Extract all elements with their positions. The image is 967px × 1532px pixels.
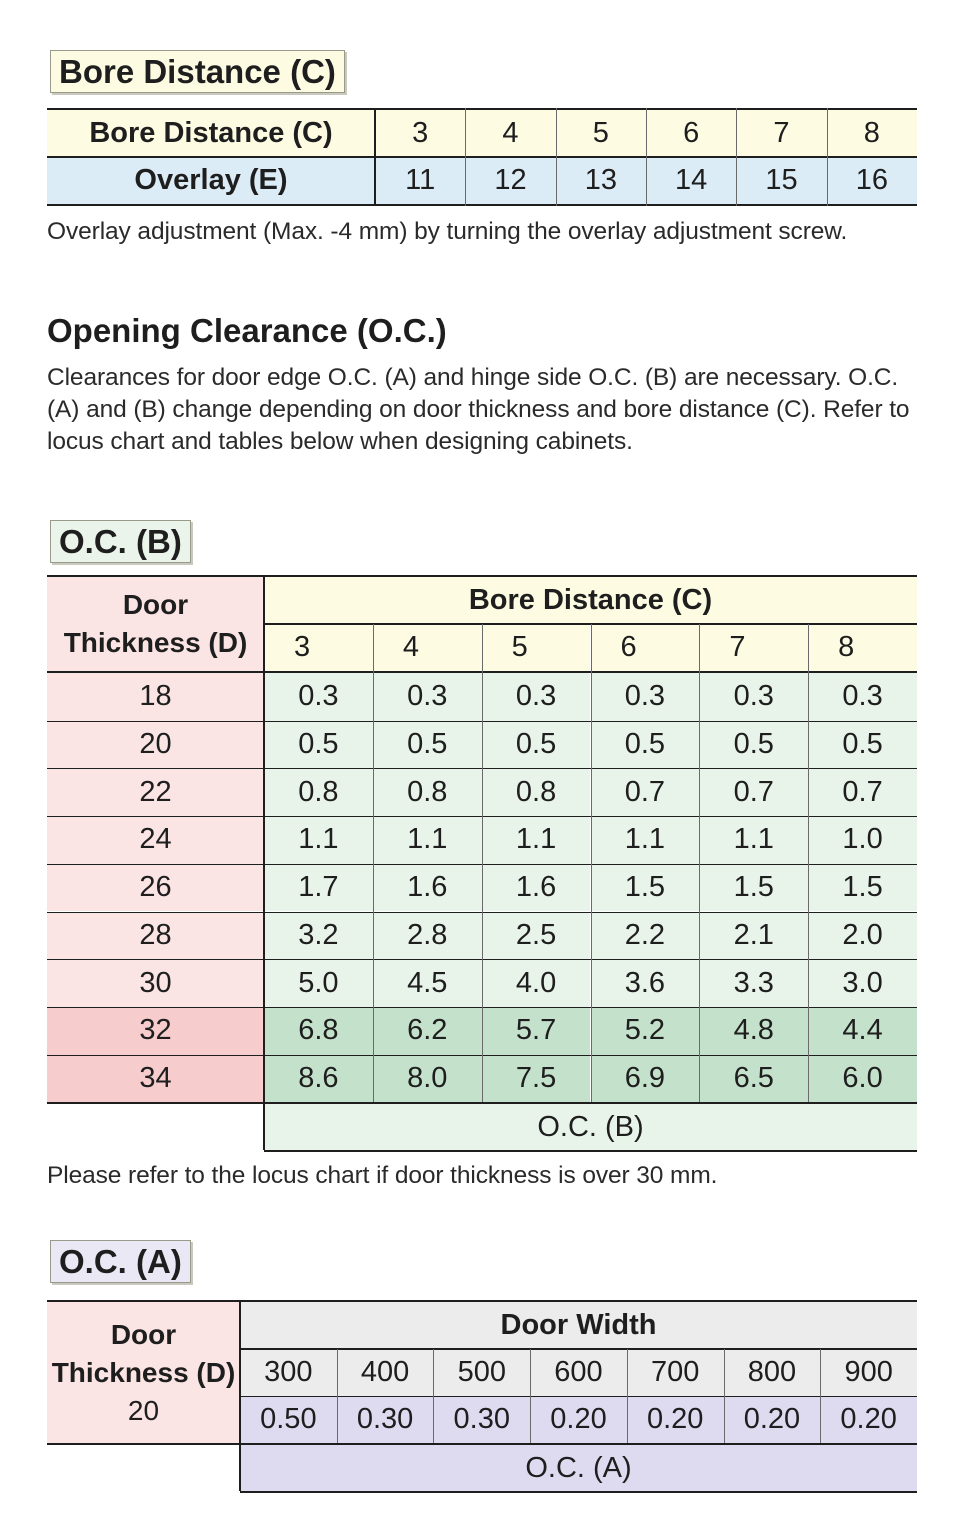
oc-b-value-cell: 2.5 (482, 912, 591, 960)
opening-clearance-text: Clearances for door edge O.C. (A) and hinge side O.C. (B) are necessary. O.C. (A) and (B) change depending on door thickness and bore distance (C). Refer to locus chart and tables below when designing cabinets. (47, 364, 910, 455)
oc-b-value-cell: 6.2 (373, 1007, 482, 1055)
oc-a-value-cell: 0.50 (240, 1396, 337, 1443)
oc-b-value-cell: 2.0 (808, 912, 917, 960)
bore-column-header: 6 (591, 624, 700, 671)
bore-value-cell: 5 (556, 110, 646, 157)
oc-b-value-cell: 3.2 (264, 912, 373, 960)
oc-b-value-cell: 0.3 (482, 673, 591, 721)
overlay-value-cell: 12 (465, 157, 555, 204)
overlay-row-header: Overlay (E) (47, 157, 375, 204)
oc-b-note: Please refer to the locus chart if door thickness is over 30 mm. (47, 1162, 718, 1189)
thickness-row-header: 20 (47, 721, 264, 769)
table-divider (820, 1349, 821, 1443)
oc-b-value-cell: 0.3 (591, 673, 700, 721)
oc-b-value-cell: 0.8 (264, 768, 373, 816)
table-divider (482, 624, 483, 1102)
table-rule (47, 204, 917, 206)
bore-column-header: 3 (264, 624, 373, 671)
oc-b-value-cell: 1.7 (264, 864, 373, 912)
table-divider (724, 1349, 725, 1443)
door-thickness-header-line-1: Door (122, 589, 189, 620)
oc-b-value-cell: 7.5 (482, 1055, 591, 1103)
table-divider (465, 108, 466, 206)
table-rule (47, 1443, 917, 1445)
bore-overlay-table (47, 108, 917, 206)
oc-a-table (47, 1300, 917, 1495)
oc-b-value-cell: 1.5 (808, 864, 917, 912)
table-divider (646, 108, 647, 206)
table-divider (808, 624, 809, 1102)
table-rule (240, 1491, 917, 1493)
door-width-column-header: 400 (337, 1349, 434, 1396)
oc-b-value-cell: 1.1 (482, 816, 591, 864)
thickness-row-header: 30 (47, 959, 264, 1007)
oc-b-value-cell: 5.2 (591, 1007, 700, 1055)
door-thickness-header (47, 577, 264, 671)
oc-b-value-cell: 1.5 (591, 864, 700, 912)
bore-distance-group-header: Bore Distance (C) (264, 577, 917, 624)
oc-b-value-cell: 0.5 (808, 721, 917, 769)
table-divider (591, 624, 592, 1102)
bore-column-header: 5 (482, 624, 591, 671)
oc-b-value-cell: 2.8 (373, 912, 482, 960)
opening-clearance-heading: Opening Clearance (O.C.) (47, 312, 447, 349)
oc-a-value-cell: 0.20 (724, 1396, 821, 1443)
table-divider (374, 108, 376, 206)
bore-value-cell: 8 (827, 110, 917, 157)
door-thickness-header-a (47, 1302, 240, 1443)
overlay-adjustment-note: Overlay adjustment (Max. -4 mm) by turning the overlay adjustment screw. (47, 218, 848, 245)
thickness-row-header: 22 (47, 768, 264, 816)
table-divider (627, 1349, 628, 1443)
bore-column-header: 4 (373, 624, 482, 671)
door-width-column-header: 600 (530, 1349, 627, 1396)
oc-b-value-cell: 0.7 (591, 768, 700, 816)
oc-b-value-cell: 0.7 (699, 768, 808, 816)
oc-b-value-cell: 4.0 (482, 959, 591, 1007)
oc-b-label: O.C. (B) (50, 520, 191, 563)
oc-b-value-cell: 8.0 (373, 1055, 482, 1103)
bore-value-cell: 7 (736, 110, 826, 157)
oc-b-value-cell: 6.0 (808, 1055, 917, 1103)
oc-b-value-cell: 5.7 (482, 1007, 591, 1055)
table-divider (433, 1349, 434, 1443)
oc-b-value-cell: 3.3 (699, 959, 808, 1007)
table-rule (47, 156, 917, 158)
oc-b-value-cell: 2.2 (591, 912, 700, 960)
oc-b-value-cell: 0.5 (264, 721, 373, 769)
oc-b-value-cell: 1.1 (264, 816, 373, 864)
oc-b-value-cell: 4.4 (808, 1007, 917, 1055)
table-divider (263, 575, 265, 1150)
thickness-row-header: 32 (47, 1007, 264, 1055)
door-width-group-header: Door Width (240, 1302, 917, 1349)
oc-b-value-cell: 0.5 (699, 721, 808, 769)
oc-a-label: O.C. (A) (50, 1240, 191, 1283)
oc-b-value-cell: 1.0 (808, 816, 917, 864)
bore-column-header: 8 (808, 624, 917, 671)
oc-b-value-cell: 3.0 (808, 959, 917, 1007)
oc-b-value-cell: 1.6 (373, 864, 482, 912)
table-divider (530, 1349, 531, 1443)
oc-b-value-cell: 0.8 (373, 768, 482, 816)
bore-value-cell: 3 (375, 110, 465, 157)
overlay-value-cell: 15 (736, 157, 826, 204)
oc-b-value-cell: 1.6 (482, 864, 591, 912)
door-width-column-header: 900 (820, 1349, 917, 1396)
oc-b-value-cell: 6.9 (591, 1055, 700, 1103)
table-rule (47, 1102, 917, 1104)
oc-b-value-cell: 0.3 (264, 673, 373, 721)
oc-b-value-cell: 0.3 (808, 673, 917, 721)
oc-b-value-cell: 3.6 (591, 959, 700, 1007)
table-rule (47, 575, 917, 577)
door-width-column-header: 500 (433, 1349, 530, 1396)
oc-b-value-cell: 0.5 (482, 721, 591, 769)
thickness-row-header: 24 (47, 816, 264, 864)
oc-a-value-cell: 0.20 (627, 1396, 724, 1443)
oc-b-value-cell: 2.1 (699, 912, 808, 960)
door-width-column-header: 800 (724, 1349, 821, 1396)
oc-b-value-cell: 8.6 (264, 1055, 373, 1103)
door-thickness-header-a-line-1: Door (110, 1318, 177, 1350)
overlay-value-cell: 11 (375, 157, 465, 204)
thickness-row-header: 26 (47, 864, 264, 912)
table-divider (373, 624, 374, 1102)
oc-b-value-cell: 1.5 (699, 864, 808, 912)
oc-a-footer-label: O.C. (A) (240, 1445, 917, 1491)
oc-b-footer-label: O.C. (B) (264, 1104, 917, 1150)
oc-b-value-cell: 0.7 (808, 768, 917, 816)
table-divider (556, 108, 557, 206)
oc-b-value-cell: 5.0 (264, 959, 373, 1007)
table-divider (337, 1349, 338, 1443)
table-divider (699, 624, 700, 1102)
oc-b-value-cell: 6.8 (264, 1007, 373, 1055)
table-divider (239, 1300, 241, 1491)
table-divider (827, 108, 828, 206)
oc-a-value-cell: 0.20 (530, 1396, 627, 1443)
oc-b-value-cell: 4.5 (373, 959, 482, 1007)
door-thickness-header-line-2: Thickness (D) (63, 627, 248, 658)
door-thickness-header-a-line-2: Thickness (D) (51, 1356, 236, 1388)
door-width-column-header: 300 (240, 1349, 337, 1396)
oc-b-value-cell: 1.1 (591, 816, 700, 864)
oc-b-value-cell: 0.5 (591, 721, 700, 769)
oc-b-value-cell: 0.3 (373, 673, 482, 721)
bore-row-header: Bore Distance (C) (47, 110, 375, 157)
oc-a-value-cell: 0.30 (433, 1396, 530, 1443)
oc-a-value-cell: 0.30 (337, 1396, 434, 1443)
bore-distance-label: Bore Distance (C) (50, 50, 345, 93)
door-width-column-header: 700 (627, 1349, 724, 1396)
oc-b-value-cell: 1.1 (699, 816, 808, 864)
table-rule (264, 1150, 917, 1152)
oc-b-value-cell: 6.5 (699, 1055, 808, 1103)
bore-value-cell: 6 (646, 110, 736, 157)
oc-b-value-cell: 1.1 (373, 816, 482, 864)
oc-b-table (47, 575, 917, 1150)
thickness-row-header: 28 (47, 912, 264, 960)
oc-a-value-cell: 0.20 (820, 1396, 917, 1443)
row-rule (240, 1396, 917, 1397)
table-rule (47, 108, 917, 110)
oc-b-value-cell: 4.8 (699, 1007, 808, 1055)
oc-b-value-cell: 0.3 (699, 673, 808, 721)
door-thickness-header-a-line-3: 20 (127, 1394, 160, 1426)
overlay-value-cell: 14 (646, 157, 736, 204)
table-rule (47, 1300, 917, 1302)
oc-b-value-cell: 0.5 (373, 721, 482, 769)
bore-value-cell: 4 (465, 110, 555, 157)
oc-b-value-cell: 0.8 (482, 768, 591, 816)
table-divider (736, 108, 737, 206)
bore-column-header: 7 (699, 624, 808, 671)
table-rule (240, 1348, 917, 1350)
thickness-row-header: 34 (47, 1055, 264, 1103)
overlay-value-cell: 13 (556, 157, 646, 204)
overlay-value-cell: 16 (827, 157, 917, 204)
thickness-row-header: 18 (47, 673, 264, 721)
